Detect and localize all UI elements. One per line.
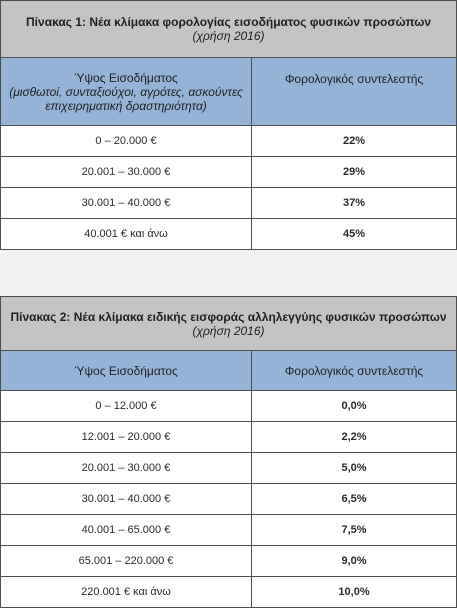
table-row xyxy=(1,515,457,546)
income-bracket-cell: 30.001 – 40.000 € xyxy=(1,484,252,515)
solidarity-contribution-table xyxy=(0,296,457,608)
income-header-label: Ύψος Εισοδήματος xyxy=(74,363,178,378)
income-bracket-cell: 40.001 € και άνω xyxy=(1,219,252,250)
income-bracket-cell: 30.001 – 40.000 € xyxy=(1,188,252,219)
table-row xyxy=(1,546,457,577)
table-row xyxy=(1,577,457,608)
income-column-header xyxy=(1,58,252,126)
tax-rate-cell: 0,0% xyxy=(252,391,457,422)
table-title-year: (χρήση 2016) xyxy=(192,29,265,43)
rate-column-header xyxy=(252,58,457,126)
income-bracket-cell: 40.001 – 65.000 € xyxy=(1,515,252,546)
income-bracket-cell: 12.001 – 20.000 € xyxy=(1,422,252,453)
income-bracket-cell: 65.001 – 220.000 € xyxy=(1,546,252,577)
rate-header-label: Φορολογικός συντελεστής xyxy=(284,363,424,378)
tax-rate-cell: 5,0% xyxy=(252,453,457,484)
table-row xyxy=(1,157,457,188)
table-row xyxy=(1,391,457,422)
income-bracket-cell: 20.001 – 30.000 € xyxy=(1,453,252,484)
table-row xyxy=(1,422,457,453)
tax-rate-cell: 2,2% xyxy=(252,422,457,453)
tax-rate-cell: 29% xyxy=(252,157,457,188)
table-body xyxy=(1,126,457,250)
income-header-note: (μισθωτοί, συνταξιούχοι, αγρότες, ασκούντες επιχειρηματική δραστηριότητα) xyxy=(9,84,243,113)
tax-rate-cell: 37% xyxy=(252,188,457,219)
tax-rate-cell: 6,5% xyxy=(252,484,457,515)
table-title-main: Πίνακας 2: Νέα κλίμακα ειδικής εισφοράς αλληλεγγύης φυσικών προσώπων xyxy=(10,309,447,324)
tax-rate-cell: 7,5% xyxy=(252,515,457,546)
table-row xyxy=(1,188,457,219)
table-title-main: Πίνακας 1: Νέα κλίμακα φορολογίας εισοδήματος φυσικών προσώπων xyxy=(26,15,431,29)
rate-header-label: Φορολογικός συντελεστής xyxy=(284,72,424,86)
tax-rate-cell: 45% xyxy=(252,219,457,250)
income-bracket-cell: 0 – 12.000 € xyxy=(1,391,252,422)
table-title xyxy=(1,1,457,58)
tax-rate-cell: 9,0% xyxy=(252,546,457,577)
table-body xyxy=(1,391,457,608)
income-bracket-cell: 20.001 – 30.000 € xyxy=(1,157,252,188)
income-bracket-cell: 220.001 € και άνω xyxy=(1,577,252,608)
table-title xyxy=(1,297,457,351)
income-bracket-cell: 0 – 20.000 € xyxy=(1,126,252,157)
tax-rate-cell: 10,0% xyxy=(252,577,457,608)
rate-column-header xyxy=(252,351,457,391)
income-header-label: Ύψος Εισοδήματος xyxy=(74,70,178,85)
table-row xyxy=(1,126,457,157)
table-row xyxy=(1,453,457,484)
table-title-year: (χρήση 2016) xyxy=(192,323,265,338)
tax-rate-cell: 22% xyxy=(252,126,457,157)
table-row xyxy=(1,484,457,515)
income-tax-table xyxy=(0,0,457,250)
income-column-header xyxy=(1,351,252,391)
table-row xyxy=(1,219,457,250)
